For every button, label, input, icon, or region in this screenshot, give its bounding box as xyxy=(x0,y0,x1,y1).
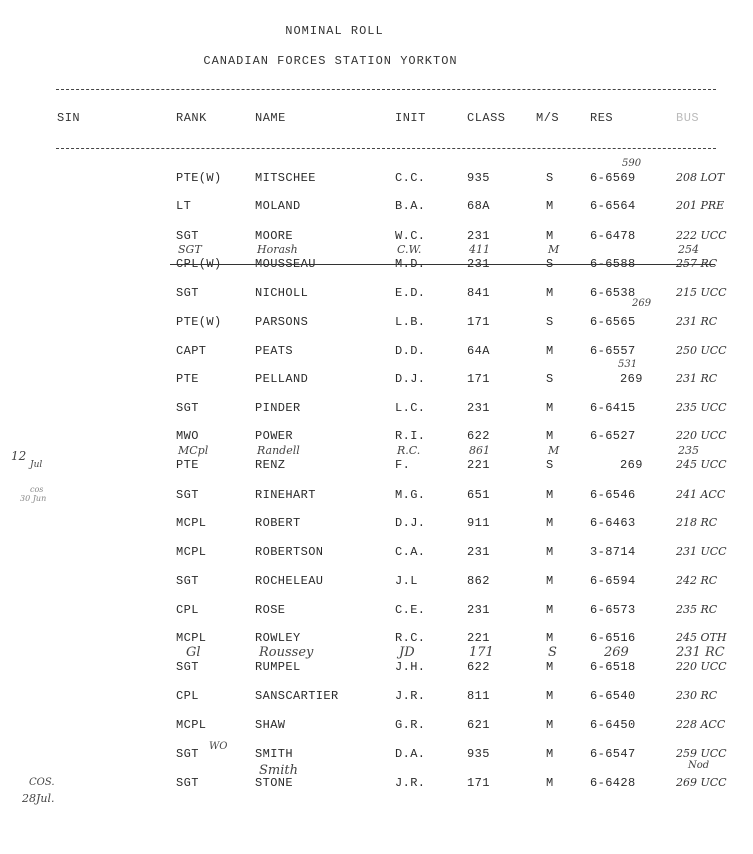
class-cell: 171 xyxy=(467,372,490,386)
bus-cell: 269 UCC xyxy=(676,776,727,789)
rank-cell: MCPL xyxy=(176,545,207,559)
res-cell: 6-6557 xyxy=(590,344,636,358)
init-cell: J.L xyxy=(395,574,418,588)
table-row xyxy=(0,372,753,388)
rank-cell: MCPL xyxy=(176,631,207,645)
rank-cell: MCPL xyxy=(176,516,207,530)
class-cell: 231 xyxy=(467,257,490,271)
init-cell: R.I. xyxy=(395,429,426,443)
name-cell: SANSCARTIER xyxy=(255,689,339,703)
init-cell: J.R. xyxy=(395,776,426,790)
class-cell: 841 xyxy=(467,286,490,300)
res-cell: 6-6594 xyxy=(590,574,636,588)
bus-cell: 231 UCC xyxy=(676,545,727,558)
class-cell: 622 xyxy=(467,660,490,674)
col-header-init: INIT xyxy=(395,111,426,125)
table-row xyxy=(0,429,753,445)
name-cell: ROBERTSON xyxy=(255,545,324,559)
hw-ms: M xyxy=(548,243,560,256)
bus-cell: 201 PRE xyxy=(676,199,725,212)
hw-name: Randell xyxy=(257,444,300,457)
hw-margin-note: cos xyxy=(30,485,44,494)
rank-cell: SGT xyxy=(176,401,199,415)
init-cell: L.C. xyxy=(395,401,426,415)
table-row xyxy=(0,199,753,215)
res-cell: 269 xyxy=(620,372,643,386)
table-row xyxy=(0,458,753,474)
init-cell: D.A. xyxy=(395,747,426,761)
rank-cell: CAPT xyxy=(176,344,207,358)
class-cell: 862 xyxy=(467,574,490,588)
col-header-class: CLASS xyxy=(467,111,506,125)
ms-cell: S xyxy=(546,171,554,185)
table-row xyxy=(0,689,753,705)
hw-res-correction: 531 xyxy=(618,359,638,370)
init-cell: E.D. xyxy=(395,286,426,300)
hw-init: JD xyxy=(399,645,415,660)
hw-class: 411 xyxy=(469,243,490,256)
class-cell: 651 xyxy=(467,488,490,502)
hw-margin-note: Jul xyxy=(30,460,43,470)
hw-name-insert: Smith xyxy=(259,763,298,778)
ms-cell: M xyxy=(546,286,554,300)
ms-cell: S xyxy=(546,315,554,329)
table-row xyxy=(0,545,753,561)
table-row xyxy=(0,574,753,590)
class-cell: 64A xyxy=(467,344,490,358)
table-row xyxy=(0,257,753,273)
name-cell: PEATS xyxy=(255,344,294,358)
document-subtitle: CANADIAN FORCES STATION YORKTON xyxy=(203,54,458,68)
hw-margin-note: COS. xyxy=(29,777,55,788)
init-cell: C.C. xyxy=(395,171,426,185)
name-cell: STONE xyxy=(255,776,294,790)
bus-cell: 242 RC xyxy=(676,574,718,587)
hw-init: C.W. xyxy=(397,243,422,256)
col-header-res: RES xyxy=(590,111,614,125)
hw-inserted-row xyxy=(0,444,753,456)
bus-cell: 231 RC xyxy=(676,315,718,328)
rank-cell: CPL xyxy=(176,603,199,617)
init-cell: J.H. xyxy=(395,660,426,674)
init-cell: F. xyxy=(395,458,411,472)
ms-cell: M xyxy=(546,631,554,645)
class-cell: 811 xyxy=(467,689,490,703)
bus-cell: 231 RC xyxy=(676,372,718,385)
bus-cell: 245 OTH xyxy=(676,631,727,644)
header-divider xyxy=(56,148,716,149)
bus-cell: 257 RC xyxy=(676,257,718,270)
hw-name: Horash xyxy=(257,243,298,256)
hw-rank: MCpl xyxy=(178,444,209,457)
ms-cell: M xyxy=(546,229,554,243)
ms-cell: M xyxy=(546,747,554,761)
ms-cell: M xyxy=(546,603,554,617)
res-cell: 6-6547 xyxy=(590,747,636,761)
name-cell: POWER xyxy=(255,429,294,443)
col-header-ms: M/S xyxy=(536,111,560,125)
name-cell: ROSE xyxy=(255,603,286,617)
rank-cell: SGT xyxy=(176,747,199,761)
col-header-sin: SIN xyxy=(57,111,81,125)
class-cell: 935 xyxy=(467,747,490,761)
hw-bus: 254 xyxy=(678,243,699,256)
rank-cell: MWO xyxy=(176,429,199,443)
class-cell: 68A xyxy=(467,199,490,213)
class-cell: 231 xyxy=(467,603,490,617)
hw-res-correction: 269 xyxy=(632,298,652,309)
hw-res: 269 xyxy=(604,645,629,660)
hw-margin-note: 30 Jun xyxy=(20,494,47,503)
res-cell: 6-6450 xyxy=(590,718,636,732)
bus-cell: 208 LOT xyxy=(676,171,725,184)
class-cell: 171 xyxy=(467,315,490,329)
table-row xyxy=(0,344,753,360)
table-row xyxy=(0,660,753,676)
res-cell: 6-6564 xyxy=(590,199,636,213)
rank-cell: PTE xyxy=(176,458,199,472)
table-row xyxy=(0,171,753,187)
init-cell: C.E. xyxy=(395,603,426,617)
ms-cell: M xyxy=(546,718,554,732)
bus-cell: 235 UCC xyxy=(676,401,727,414)
class-cell: 221 xyxy=(467,631,490,645)
hw-rank: Gl xyxy=(186,645,201,660)
rank-cell: PTE(W) xyxy=(176,171,222,185)
init-cell: B.A. xyxy=(395,199,426,213)
res-cell: 6-6588 xyxy=(590,257,636,271)
table-row xyxy=(0,747,753,763)
init-cell: G.R. xyxy=(395,718,426,732)
res-cell: 6-6538 xyxy=(590,286,636,300)
class-cell: 231 xyxy=(467,401,490,415)
ms-cell: M xyxy=(546,689,554,703)
res-cell: 6-6546 xyxy=(590,488,636,502)
table-row xyxy=(0,401,753,417)
ms-cell: S xyxy=(546,372,554,386)
hw-rank-superscript: WO xyxy=(209,741,228,752)
res-cell: 6-6463 xyxy=(590,516,636,530)
name-cell: PARSONS xyxy=(255,315,309,329)
name-cell: SHAW xyxy=(255,718,286,732)
hw-class: 171 xyxy=(469,645,494,660)
bus-cell: 259 UCC xyxy=(676,747,727,760)
bus-cell: 235 RC xyxy=(676,603,718,616)
res-cell: 6-6569 xyxy=(590,171,636,185)
hw-ms: S xyxy=(548,645,557,660)
rank-cell: MCPL xyxy=(176,718,207,732)
table-row xyxy=(0,516,753,532)
rank-cell: SGT xyxy=(176,488,199,502)
hw-inserted-row xyxy=(0,645,753,659)
res-cell: 269 xyxy=(620,458,643,472)
ms-cell: M xyxy=(546,199,554,213)
init-cell: W.C. xyxy=(395,229,426,243)
rank-cell: PTE xyxy=(176,372,199,386)
ms-cell: M xyxy=(546,401,554,415)
rank-cell: LT xyxy=(176,199,192,213)
name-cell: NICHOLL xyxy=(255,286,309,300)
rank-cell: SGT xyxy=(176,286,199,300)
name-cell: MOUSSEAU xyxy=(255,257,316,271)
hw-inserted-row xyxy=(0,243,753,255)
strikethrough-line xyxy=(170,264,715,265)
rank-cell: SGT xyxy=(176,776,199,790)
class-cell: 621 xyxy=(467,718,490,732)
hw-margin-note: 12 xyxy=(11,449,27,463)
res-cell: 6-6565 xyxy=(590,315,636,329)
ms-cell: M xyxy=(546,516,554,530)
res-cell: 6-6573 xyxy=(590,603,636,617)
res-cell: 6-6527 xyxy=(590,429,636,443)
rank-cell: CPL xyxy=(176,689,199,703)
class-cell: 221 xyxy=(467,458,490,472)
class-cell: 171 xyxy=(467,776,490,790)
ms-cell: M xyxy=(546,344,554,358)
res-cell: 6-6415 xyxy=(590,401,636,415)
ms-cell: M xyxy=(546,545,554,559)
document-title: NOMINAL ROLL xyxy=(285,24,384,38)
ms-cell: S xyxy=(546,257,554,271)
rank-cell: SGT xyxy=(176,574,199,588)
init-cell: M.D. xyxy=(395,257,426,271)
rank-cell: CPL(W) xyxy=(176,257,222,271)
hw-name: Roussey xyxy=(259,645,314,660)
class-cell: 622 xyxy=(467,429,490,443)
bus-cell: 222 UCC xyxy=(676,229,727,242)
col-header-bus: BUS xyxy=(676,111,700,125)
name-cell: RUMPEL xyxy=(255,660,301,674)
rank-cell: SGT xyxy=(176,660,199,674)
rank-cell: PTE(W) xyxy=(176,315,222,329)
res-cell: 6-6540 xyxy=(590,689,636,703)
rank-cell: SGT xyxy=(176,229,199,243)
init-cell: J.R. xyxy=(395,689,426,703)
ms-cell: M xyxy=(546,429,554,443)
ms-cell: M xyxy=(546,776,554,790)
bus-cell: 220 UCC xyxy=(676,660,727,673)
class-cell: 231 xyxy=(467,229,490,243)
hw-ms: M xyxy=(548,444,560,457)
bus-cell: 228 ACC xyxy=(676,718,726,731)
bus-cell: 241 ACC xyxy=(676,488,726,501)
ms-cell: M xyxy=(546,574,554,588)
hw-class: 861 xyxy=(469,444,490,457)
hw-init: R.C. xyxy=(397,444,421,457)
table-row xyxy=(0,315,753,331)
hw-bus-insert: Nod xyxy=(688,760,710,771)
name-cell: ROWLEY xyxy=(255,631,301,645)
table-row xyxy=(0,488,753,504)
init-cell: C.A. xyxy=(395,545,426,559)
bus-cell: 230 RC xyxy=(676,689,718,702)
res-cell: 6-6516 xyxy=(590,631,636,645)
init-cell: R.C. xyxy=(395,631,426,645)
ms-cell: M xyxy=(546,488,554,502)
res-cell: 6-6518 xyxy=(590,660,636,674)
col-header-rank: RANK xyxy=(176,111,207,125)
class-cell: 231 xyxy=(467,545,490,559)
name-cell: ROBERT xyxy=(255,516,301,530)
name-cell: RINEHART xyxy=(255,488,316,502)
hw-bus: 231 RC xyxy=(676,645,725,660)
col-header-name: NAME xyxy=(255,111,286,125)
init-cell: D.J. xyxy=(395,372,426,386)
init-cell: M.G. xyxy=(395,488,426,502)
table-row xyxy=(0,776,753,792)
name-cell: MOLAND xyxy=(255,199,301,213)
bus-cell: 220 UCC xyxy=(676,429,727,442)
bus-cell: 218 RC xyxy=(676,516,718,529)
init-cell: D.D. xyxy=(395,344,426,358)
bus-cell: 245 UCC xyxy=(676,458,727,471)
hw-bus: 235 xyxy=(678,444,699,457)
name-cell: SMITH xyxy=(255,747,294,761)
ms-cell: S xyxy=(546,458,554,472)
class-cell: 935 xyxy=(467,171,490,185)
init-cell: L.B. xyxy=(395,315,426,329)
name-cell: ROCHELEAU xyxy=(255,574,324,588)
table-row xyxy=(0,603,753,619)
bus-cell: 215 UCC xyxy=(676,286,727,299)
table-row xyxy=(0,718,753,734)
name-cell: MOORE xyxy=(255,229,294,243)
res-cell: 6-6428 xyxy=(590,776,636,790)
init-cell: D.J. xyxy=(395,516,426,530)
name-cell: RENZ xyxy=(255,458,286,472)
class-cell: 911 xyxy=(467,516,490,530)
name-cell: PELLAND xyxy=(255,372,309,386)
hw-res-correction: 590 xyxy=(622,158,642,169)
name-cell: PINDER xyxy=(255,401,301,415)
ms-cell: M xyxy=(546,660,554,674)
hw-margin-note: 28Jul. xyxy=(22,792,55,805)
top-divider xyxy=(56,89,716,90)
res-cell: 3-8714 xyxy=(590,545,636,559)
bus-cell: 250 UCC xyxy=(676,344,727,357)
res-cell: 6-6478 xyxy=(590,229,636,243)
name-cell: MITSCHEE xyxy=(255,171,316,185)
hw-rank: SGT xyxy=(178,243,202,256)
